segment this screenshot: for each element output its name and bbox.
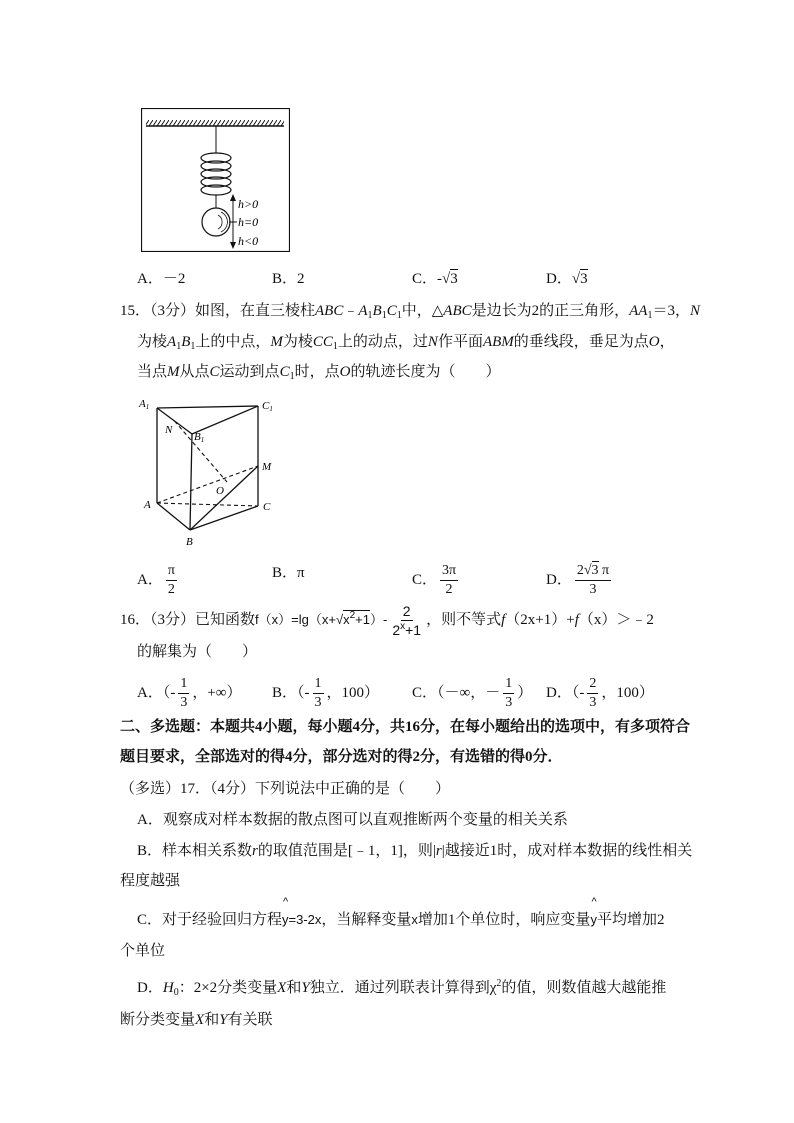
text-run: 的垂线段，垂足为点 (513, 334, 649, 350)
superscript: x (400, 621, 406, 632)
option-value: π (297, 565, 305, 581)
pi-symbol: π (602, 563, 610, 578)
denominator-tail: +1 (405, 622, 422, 638)
label-C1: C1 (262, 400, 273, 413)
subscript: 1 (647, 310, 653, 321)
text-run: 和 (286, 980, 302, 996)
label-h-zero: h=0 (238, 215, 259, 229)
math-variable: ABM (482, 334, 514, 350)
option-letter: C． (412, 571, 438, 588)
q16-stem-line-2: 的解集为（ ） (137, 644, 258, 660)
math-variable: M (270, 334, 283, 350)
fraction-denominator (390, 621, 423, 638)
text-run: D． (137, 980, 163, 996)
math-variable: X (195, 1012, 205, 1028)
math-variable: AA (629, 303, 648, 319)
radical-sign: √ (442, 271, 451, 287)
q14-option-c (412, 269, 458, 289)
q16-option-c (412, 676, 532, 711)
q17-option-b-line-1 (137, 841, 692, 861)
math-variable: N (689, 303, 700, 319)
option-text: 平均增加2 (596, 912, 665, 928)
text-run: 作平面 (437, 334, 483, 350)
q15-option-c (412, 563, 461, 598)
subscript: 1 (289, 371, 295, 382)
interval-close: ，100） (326, 684, 380, 701)
text-run: 15．（3分）如图，在直三棱柱 (120, 303, 316, 319)
q17-option-c-line-2: 个单位 (120, 943, 166, 959)
math-variable: CC (312, 334, 333, 350)
fraction (575, 563, 611, 598)
fraction-numerator (575, 563, 611, 581)
text-run: 运动到点 (219, 364, 280, 380)
hat-symbol: ^ (591, 896, 597, 908)
fraction-numerator: 3π (440, 563, 458, 581)
math-variable: X (277, 980, 287, 996)
q16-stem-line-1 (120, 603, 654, 638)
math-variable: A (167, 334, 177, 350)
fraction (178, 676, 189, 711)
inequality-text (426, 612, 654, 628)
label-C: C (263, 501, 271, 513)
y-hat (590, 896, 597, 930)
text-run: 的轨迹长度为（ ） (350, 364, 501, 380)
text-run: 从点 (179, 364, 210, 380)
option-value: －2 (162, 271, 186, 287)
q17-stem: （多选）17．（4分）下列说法中正确的是（ ） (120, 781, 451, 797)
fraction-numerator: 1 (178, 676, 189, 694)
math-variable: ABC (315, 303, 344, 319)
math-variable: ABC (443, 303, 472, 319)
fraction (166, 563, 177, 598)
q17-option-d-line-2 (120, 1010, 273, 1030)
text-run: 当点 (137, 364, 168, 380)
ceiling-hatch (146, 120, 284, 126)
interval-open: （- (297, 684, 310, 701)
radical-sign: √ (583, 563, 592, 578)
interval-open: （- (571, 684, 585, 701)
label-h-positive: h>0 (238, 197, 259, 211)
fraction-numerator: π (166, 563, 177, 581)
superscript: 2 (349, 609, 356, 621)
text-run: ，则不等式 (426, 611, 502, 628)
text-run: ＝3， (652, 303, 690, 319)
fraction (440, 563, 458, 598)
math-variable: Y (219, 1012, 228, 1028)
option-letter: A． (137, 271, 163, 287)
fraction (390, 603, 423, 638)
option-value: 2 (297, 271, 305, 287)
option-letter: C． (412, 684, 438, 701)
text-run: （2x+1）+ (505, 611, 575, 628)
text-run: 断分类变量 (120, 1012, 196, 1028)
option-letter: D． (546, 271, 572, 287)
hat-symbol: ^ (283, 896, 289, 908)
ball (202, 208, 230, 236)
fraction-denominator: 2 (445, 582, 453, 597)
option-letter: D． (546, 684, 572, 701)
option-letter: B． (272, 565, 298, 581)
radicand (343, 610, 370, 627)
text-run: |越接近1时，成对样本数据的线性相关 (441, 843, 693, 859)
option-text: ，当解释变量 (321, 912, 412, 928)
math-variable: C (386, 303, 397, 319)
subscript: 1 (396, 310, 402, 321)
subscript: 1 (332, 341, 338, 352)
label-B: B (186, 536, 193, 548)
fraction-denominator: 3 (589, 695, 597, 710)
math-variable: O (648, 334, 660, 350)
question-prefix: 16．（3分）已知函数 (120, 611, 256, 628)
text-run: ， (659, 334, 675, 350)
fraction-numerator: 2 (587, 676, 598, 694)
radical-sign: √ (335, 611, 344, 627)
interval-close: ，100） (601, 684, 654, 701)
text-run: 为棱 (137, 334, 168, 350)
label-B1: B1 (194, 431, 205, 444)
label-N: N (165, 424, 173, 436)
radicand: 3 (450, 271, 458, 287)
text-run: 为棱 (282, 334, 313, 350)
q15-option-a (137, 563, 180, 598)
text-run: 独立．通过列联表计算得到 (309, 980, 490, 996)
text-run: χ (489, 980, 497, 996)
option-letter: B． (272, 271, 298, 287)
math-variable: N (427, 334, 438, 350)
option-letter: C． (412, 271, 438, 287)
text-run: （x）＞﹣2 (578, 611, 654, 628)
coefficient: 2 (576, 563, 584, 578)
fraction-denominator: 3 (180, 695, 188, 710)
prism-figure (130, 392, 282, 552)
text-run: 时，点 (294, 364, 340, 380)
label-M: M (262, 461, 272, 473)
text-run: 的值，则数值越大越能推 (501, 980, 667, 996)
q15-stem-line-1 (120, 301, 700, 321)
option-text: C．对于经验回归方程 (137, 912, 283, 928)
math-variable: A (358, 303, 368, 319)
subscript: 1 (367, 310, 373, 321)
option-text: 增加1个单位时，响应变量 (417, 912, 591, 928)
subscript: 1 (381, 310, 387, 321)
text-run: 中，△ (401, 303, 444, 319)
label-A: A (144, 499, 151, 511)
math-variable: B (372, 303, 382, 319)
section-heading-line-1: 二、多选题：本题共4小题，每小题4分，共16分，在每小题给出的选项中，有多项符合 (120, 719, 691, 735)
fraction-denominator: 3 (505, 695, 513, 710)
math-variable: C (279, 364, 290, 380)
regression-equation (282, 896, 322, 927)
y-variable: y (282, 912, 289, 927)
option-letter: A． (137, 571, 163, 588)
math-variable: Y (301, 980, 310, 996)
interval-open: （- (162, 684, 176, 701)
y-hat (282, 896, 289, 930)
fraction (313, 676, 324, 711)
text-run: 和 (204, 1012, 220, 1028)
math-variable: B (181, 334, 191, 350)
x-variable: x (411, 912, 418, 927)
text-run: 有关联 (227, 1012, 273, 1028)
superscript: 2 (496, 978, 502, 989)
text-run: ﹣ (343, 303, 359, 319)
option-letter: A． (137, 684, 163, 701)
text-run: 上的中点， (195, 334, 271, 350)
section-heading-line-2: 题目要求，全部选对的得4分，部分选对的得2分，有选错的得0分． (120, 749, 563, 765)
text-run: 的取值范围是[﹣1，1]，则| (257, 843, 436, 859)
arrow-down-icon (230, 242, 236, 249)
option-letter: D． (546, 571, 572, 588)
q17-option-c-line-1 (137, 896, 665, 930)
math-variable: M (167, 364, 180, 380)
fraction (503, 676, 514, 711)
text-run: B．样本相关系数 (137, 843, 253, 859)
math-variable: r (252, 843, 258, 859)
q14-option-d (546, 269, 588, 289)
text-run: 上的动点，过 (337, 334, 428, 350)
fraction-denominator: 3 (589, 582, 597, 597)
y-variable: y (590, 912, 597, 927)
q16-option-d (546, 676, 654, 711)
radical-sign: √ (571, 271, 581, 287)
q15-option-b (272, 563, 305, 583)
fraction-numerator: 2 (402, 603, 411, 619)
q17-option-a: A．观察成对样本数据的散点图可以直观推断两个变量的相关关系 (137, 812, 568, 828)
q16-option-b (272, 676, 379, 711)
interval-close: ） (517, 684, 533, 701)
option-letter: B． (272, 684, 298, 701)
math-variable: O (339, 364, 351, 380)
fraction-denominator: 2 (167, 582, 175, 597)
q15-option-d (546, 563, 614, 598)
math-variable: f (501, 611, 506, 628)
label-h-negative: h<0 (238, 234, 259, 248)
q16-option-a (137, 676, 242, 711)
subscript: 1 (190, 341, 196, 352)
text-run: ：2×2分类变量 (178, 980, 278, 996)
fraction-numerator: 1 (313, 676, 324, 694)
math-variable: f (574, 611, 579, 628)
text-run: 是边长为2的正三角形， (471, 303, 630, 319)
interval-open: （－∞，－ (437, 684, 501, 701)
subscript: 0 (173, 987, 179, 998)
q14-option-b (272, 269, 305, 289)
q15-stem-line-3 (137, 362, 500, 382)
fraction (587, 676, 598, 711)
subscript: 1 (176, 341, 182, 352)
q14-option-a (137, 269, 185, 289)
label-A1: A1 (139, 398, 150, 411)
radicand-tail: +1 (355, 611, 370, 627)
radicand: 3 (580, 271, 588, 287)
denominator-base: 2 (392, 622, 401, 638)
math-variable: C (209, 364, 220, 380)
fraction-numerator: 1 (503, 676, 514, 694)
function-formula (255, 603, 426, 638)
formula-close: ）- (369, 611, 388, 627)
radicand-base: x (343, 611, 350, 627)
radicand: 3 (591, 563, 599, 578)
arrow-up-icon (230, 194, 236, 201)
math-variable: r (435, 843, 442, 859)
formula-head: f（x）=lg（x+ (255, 611, 336, 627)
spring-figure (141, 108, 290, 252)
label-O: O (216, 485, 224, 497)
interval-close: ，+∞） (192, 684, 242, 701)
spring-coils (201, 153, 231, 195)
equation-rest: =3-2x (288, 912, 322, 927)
q17-option-b-line-2: 程度越强 (120, 873, 181, 889)
ball-shading (218, 212, 227, 232)
math-variable: H (162, 980, 174, 996)
q17-option-d-line-1 (137, 978, 666, 998)
fraction-denominator: 3 (314, 695, 322, 710)
option-sign: - (437, 271, 443, 287)
q15-stem-line-2 (137, 332, 675, 352)
